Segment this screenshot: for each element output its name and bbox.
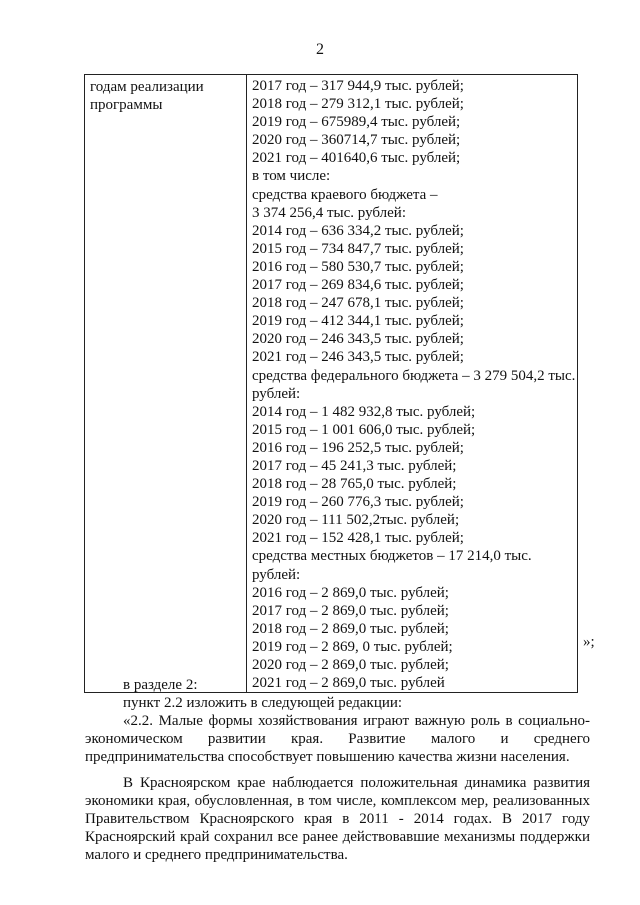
funding-line: 2014 год – 1 482 932,8 тыс. рублей; <box>252 403 476 420</box>
table-cell-label <box>85 75 247 693</box>
funding-line: 3 374 256,4 тыс. рублей: <box>252 204 406 221</box>
funding-line: 2019 год – 260 776,3 тыс. рублей; <box>252 494 464 511</box>
funding-period-label: годам реализации программы <box>90 79 204 113</box>
paragraph-small-business: «2.2. Малые формы хозяйствования играют важную роль в социально-экономическом развитии края. Развитие малого и среднего предпринимательства способствует повышению качества жизни населения. <box>85 713 590 765</box>
funding-lines <box>252 77 577 692</box>
funding-line: 2019 год – 675989,4 тыс. рублей; <box>252 114 461 131</box>
funding-line: 2021 год – 152 428,1 тыс. рублей; <box>252 530 464 547</box>
funding-line: 2018 год – 2 869,0 тыс. рублей; <box>252 620 449 637</box>
funding-line: 2018 год – 28 765,0 тыс. рублей; <box>252 476 457 493</box>
funding-line: 2015 год – 734 847,7 тыс. рублей; <box>252 240 464 257</box>
funding-line: средства федерального бюджета – 3 279 504,2 тыс. <box>252 367 576 384</box>
funding-line: средства местных бюджетов – 17 214,0 тыс. <box>252 548 532 565</box>
funding-line: 2021 год – 2 869,0 тыс. рублей <box>252 675 445 692</box>
funding-line: 2020 год – 2 869,0 тыс. рублей; <box>252 657 449 673</box>
funding-table <box>84 74 578 693</box>
funding-line: 2015 год – 1 001 606,0 тыс. рублей; <box>252 421 476 438</box>
funding-line: 2017 год – 2 869,0 тыс. рублей; <box>252 602 449 619</box>
funding-line: 2017 год – 45 241,3 тыс. рублей; <box>252 457 457 474</box>
funding-line: средства краевого бюджета – <box>252 186 438 203</box>
funding-line: 2014 год – 636 334,2 тыс. рублей; <box>252 222 464 239</box>
funding-line: 2021 год – 246 343,5 тыс. рублей; <box>252 349 464 366</box>
funding-line: 2020 год – 246 343,5 тыс. рублей; <box>252 331 464 348</box>
funding-line: рублей: <box>252 385 301 402</box>
funding-line: 2021 год – 401640,6 тыс. рублей; <box>252 150 461 167</box>
funding-line: 2019 год – 2 869, 0 тыс. рублей; <box>252 638 453 655</box>
funding-line: рублей: <box>252 566 301 583</box>
table-cell-values <box>247 75 578 693</box>
table-row <box>85 75 578 693</box>
page-number: 2 <box>316 41 324 58</box>
funding-line: 2018 год – 279 312,1 тыс. рублей; <box>252 96 464 113</box>
funding-line: 2017 год – 317 944,9 тыс. рублей; <box>252 78 464 94</box>
paragraph-regional-dynamics: В Красноярском крае наблюдается положительная динамика развития экономики края, обусловленная, в том числе, комплексом мер, реализованных Правительством Красноярского края в 2011 - 2014 годах. В 2017 году Красноярский край сохранил все ранее действовавшие механизмы поддержки малого и среднего предпринимательства. <box>85 775 590 863</box>
item-reference: пункт 2.2 изложить в следующей редакции: <box>123 695 403 711</box>
funding-line: 2019 год – 412 344,1 тыс. рублей; <box>252 313 464 330</box>
closing-quote: »; <box>583 634 595 650</box>
section-reference: в разделе 2: <box>123 677 198 693</box>
funding-line: 2016 год – 196 252,5 тыс. рублей; <box>252 439 464 456</box>
funding-line: 2020 год – 360714,7 тыс. рублей; <box>252 132 461 149</box>
funding-line: 2020 год – 111 502,2тыс. рублей; <box>252 512 460 529</box>
funding-line: 2018 год – 247 678,1 тыс. рублей; <box>252 295 464 312</box>
amendment-text <box>85 676 590 864</box>
funding-line: 2016 год – 2 869,0 тыс. рублей; <box>252 584 449 601</box>
funding-line: 2017 год – 269 834,6 тыс. рублей; <box>252 277 464 294</box>
funding-line: в том числе: <box>252 168 331 185</box>
funding-line: 2016 год – 580 530,7 тыс. рублей; <box>252 258 464 275</box>
